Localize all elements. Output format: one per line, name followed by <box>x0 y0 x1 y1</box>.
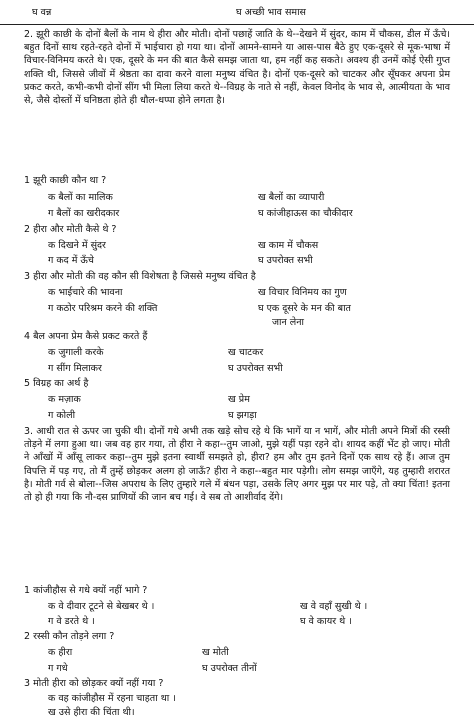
q2-question: 2 हीरा और मोती कैसे थे ? <box>24 224 117 235</box>
p2-q1-option-d: घ वे कायर थे । <box>300 616 352 627</box>
p2-q2-option-b: ख मोती <box>202 647 229 658</box>
passage-2: 3. आधी रात से ऊपर जा चुकी थी। दोनों गधे अभी तक खड़े सोच रहे थे कि भागें या न भागें, और मोती अपने मित्रों की रस्सी तोड़ने में लगा हुआ था। जब वह हार गया, तो हीरा ने कहा--तुम जाओ, मुझे यहीं पड़ा रहने दो। शायद कहीं भेंट हो जाए। मोती ने आँखों में आँसू लाकर कहा--तुम मुझे इतना स्वार्थी समझते हो, हीरा? हम और तुम इतने दिनों एक साथ रहे हैं। आज तुम विपत्ति में पड़ गए, तो मैं तुम्हें छोड़कर अलग हो जाऊँ? हीरा ने कहा--बहुत मार पड़ेगी। लोग समझ जाएँगे, यह तुम्हारी शरारत है। मोती गर्व से बोला--जिस अपराध के लिए तुम्हारे गले में बंधन पड़ा, उसके लिए अगर मुझ पर मार पड़े, तो क्या चिंता! इतना तो हो ही गया कि नौ-दस प्राणियों की जान बच गई। वे सब तो आशीर्वाद देंगे। <box>24 426 450 504</box>
q1-option-a: क बैलों का मालिक <box>48 192 113 203</box>
q1-option-b: ख बैलों का व्यापारी <box>258 192 325 203</box>
q4-option-c: ग सींग मिलाकर <box>48 363 102 374</box>
section-divider <box>0 24 474 25</box>
p2-q2-option-d: घ उपरोक्त तीनों <box>202 663 257 674</box>
q5-option-b: ख प्रेम <box>228 394 250 405</box>
passage-1: 2. झूरी काछी के दोनों बैलों के नाम थे हीरा और मोती। दोनों पछाहें जाति के थे--देखने में सुंदर, काम में चौकस, डील में ऊँचे। बहुत दिनों साथ रहते-रहते दोनों में भाईचारा हो गया था। दोनों आमने-सामने या आस-पास बैठे हुए एक-दूसरे से मूक-भाषा में विचार-विनिमय करते थे। एक, दूसरे के मन की बात कैसे समझ जाता था, हम नहीं कह सकते। अवश्य ही उनमें कोई ऐसी गुप्त शक्ति थी, जिससे जीवों में श्रेष्ठता का दावा करने वाला मनुष्य वंचित है। दोनों एक-दूसरे को चाटकर और सूँघकर अपना प्रेम प्रकट करते, कभी-कभी दोनों सींग भी मिला लिया करते थे--विग्रह के नाते से नहीं, केवल विनोद के भाव से, आत्मीयता के भाव से, जैसे दोस्तों में घनिष्ठता होते ही धौल-धप्पा होने लगता है। <box>24 29 450 107</box>
q5-option-d: घ झगड़ा <box>228 410 257 421</box>
p2-q3-option-b: ख उसे हीरा की चिंता थी। <box>48 707 135 718</box>
p2-q2-option-c: ग गधे <box>48 663 68 674</box>
option-d-previous: घ वन्न <box>32 7 52 18</box>
q2-option-c: ग कद में ऊँचे <box>48 255 94 266</box>
p2-q1-option-b: ख वे वहाँ सुखी थे । <box>300 601 368 612</box>
p2-q1-option-c: ग वे डरते थे । <box>48 616 95 627</box>
p2-q3-option-a: क वह कांजीहौस में रहना चाहता था । <box>48 693 176 704</box>
q5-option-a: क मज़ाक <box>48 394 81 405</box>
q3-question: 3 हीरा और मोती की वह कौन सी विशेषता है जिससे मनुष्य वंचित है <box>24 271 256 282</box>
q2-option-b: ख काम में चौकस <box>258 240 319 251</box>
q4-option-b: ख चाटकर <box>228 347 264 358</box>
q3-option-a: क भाईचारे की भावना <box>48 287 123 298</box>
p2-q1-question: 1 कांजीहौस से गधे क्यों नहीं भागे ? <box>24 585 148 596</box>
q3-option-c: ग कठोर परिश्रम करने की शक्ति <box>48 303 158 314</box>
q1-option-d: घ कांजीहाऊस का चौकीदार <box>258 208 353 219</box>
q5-option-c: ग कोली <box>48 410 76 421</box>
option-d-previous-alt: घ अच्छी भाव समास <box>236 7 306 18</box>
p2-q3-question: 3 मोती हीरा को छोड़कर क्यों नहीं गया ? <box>24 678 164 689</box>
q2-option-a: क दिखने में सुंदर <box>48 240 106 251</box>
p2-q2-option-a: क हीरा <box>48 647 73 658</box>
p2-q2-question: 2 रस्सी कौन तोड़ने लगा ? <box>24 631 115 642</box>
q5-question: 5 विग्रह का अर्थ है <box>24 378 89 389</box>
q3-option-b: ख विचार विनिमय का गुण <box>258 287 347 298</box>
p2-q1-option-a: क वे दीवार टूटने से बेखबर थे । <box>48 601 155 612</box>
q4-option-d: घ उपरोक्त सभी <box>228 363 283 374</box>
q4-question: 4 बैल अपना प्रेम कैसे प्रकट करते हैं <box>24 331 148 342</box>
q1-option-c: ग बैलों का खरीदकार <box>48 208 120 219</box>
q3-option-d: घ एक दूसरे के मन की बात <box>258 303 351 314</box>
q1-question: 1 झूरी काछी कौन था ? <box>24 175 107 186</box>
q2-option-d: घ उपरोक्त सभी <box>258 255 313 266</box>
q4-option-a: क जुगाली करके <box>48 347 104 358</box>
q3-option-d-continued: जान लेना <box>272 317 304 328</box>
